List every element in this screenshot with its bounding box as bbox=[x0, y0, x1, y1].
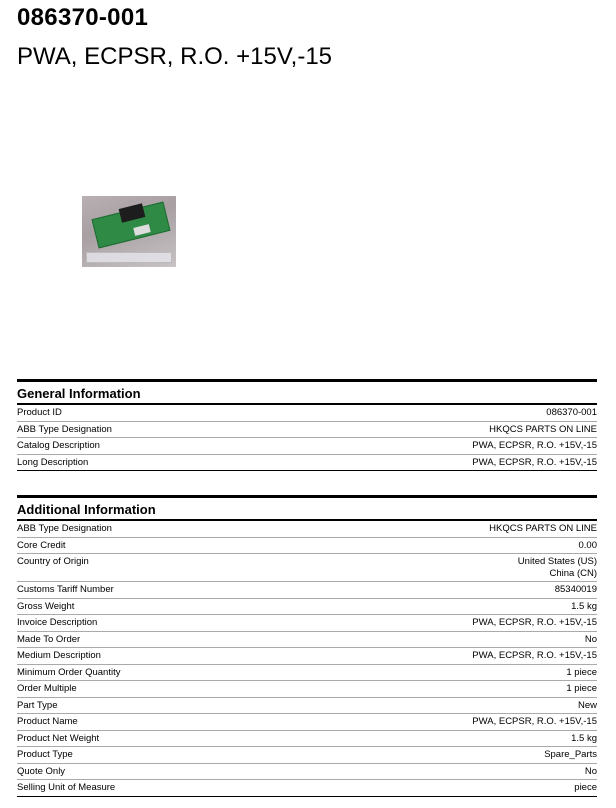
row-value bbox=[472, 440, 597, 452]
row-label: Minimum Order Quantity bbox=[17, 666, 121, 678]
row-label: ABB Type Designation bbox=[17, 423, 112, 435]
row-label: ABB Type Designation bbox=[17, 523, 112, 534]
general-information-section bbox=[17, 379, 597, 471]
table-row bbox=[17, 714, 597, 731]
table-row bbox=[17, 455, 597, 472]
table-row bbox=[17, 648, 597, 665]
value-line: PWA, ECPSR, R.O. +15V,-15 bbox=[472, 650, 597, 661]
value-line: 1 piece bbox=[566, 666, 597, 678]
row-label: Core Credit bbox=[17, 539, 66, 551]
product-image bbox=[82, 196, 176, 267]
row-value bbox=[472, 617, 597, 629]
ruler-shape bbox=[86, 252, 172, 263]
row-label: Gross Weight bbox=[17, 600, 75, 612]
table-row bbox=[17, 599, 597, 616]
value-line: HKQCS PARTS ON LINE bbox=[489, 423, 597, 435]
section-heading: General Information bbox=[17, 382, 597, 405]
row-label: Invoice Description bbox=[17, 617, 98, 628]
row-value bbox=[518, 556, 597, 579]
row-value bbox=[555, 584, 597, 596]
value-line: piece bbox=[574, 782, 597, 793]
row-value bbox=[578, 700, 597, 712]
row-label: Long Description bbox=[17, 456, 89, 468]
value-line: China (CN) bbox=[549, 567, 597, 579]
table-row bbox=[17, 747, 597, 764]
value-line: No bbox=[584, 633, 597, 645]
table-row bbox=[17, 681, 597, 698]
row-label: Catalog Description bbox=[17, 440, 100, 451]
table-row bbox=[17, 582, 597, 599]
row-value bbox=[472, 457, 597, 469]
row-value bbox=[544, 749, 597, 761]
table-row bbox=[17, 615, 597, 632]
table-row bbox=[17, 554, 597, 582]
value-line: New bbox=[577, 699, 597, 711]
row-value bbox=[571, 601, 597, 613]
row-value bbox=[472, 650, 597, 662]
product-title: PWA, ECPSR, R.O. +15V,-15 bbox=[17, 43, 333, 70]
row-label: Country of Origin bbox=[17, 556, 89, 567]
value-line: 086370-001 bbox=[546, 407, 597, 418]
section-heading: Additional Information bbox=[17, 498, 597, 521]
table-row bbox=[17, 632, 597, 649]
value-line: PWA, ECPSR, R.O. +15V,-15 bbox=[472, 440, 597, 451]
row-value bbox=[579, 540, 598, 552]
value-line: 0.00 bbox=[578, 539, 597, 551]
additional-information-section bbox=[17, 495, 597, 797]
row-value bbox=[571, 733, 597, 745]
table-row bbox=[17, 521, 597, 538]
row-value bbox=[472, 716, 597, 728]
row-value bbox=[585, 634, 597, 646]
row-label: Product Net Weight bbox=[17, 732, 100, 744]
row-value bbox=[574, 782, 597, 794]
value-line: PWA, ECPSR, R.O. +15V,-15 bbox=[472, 617, 597, 628]
row-value bbox=[489, 523, 597, 535]
row-value bbox=[566, 667, 597, 679]
row-label: Quote Only bbox=[17, 765, 66, 777]
row-label: Order Multiple bbox=[17, 683, 77, 694]
table-row bbox=[17, 698, 597, 715]
table-row bbox=[17, 405, 597, 422]
row-label: Product Type bbox=[17, 749, 73, 760]
row-label: Made To Order bbox=[17, 633, 81, 645]
table-row bbox=[17, 780, 597, 797]
table-row bbox=[17, 764, 597, 781]
table-row bbox=[17, 422, 597, 439]
row-value bbox=[489, 424, 597, 436]
value-line: 1 piece bbox=[566, 683, 597, 694]
row-label: Part Type bbox=[17, 699, 58, 711]
table-row bbox=[17, 538, 597, 555]
row-label: Product Name bbox=[17, 716, 78, 727]
row-value bbox=[546, 407, 597, 419]
value-line: No bbox=[584, 765, 597, 777]
value-line: United States (US) bbox=[517, 556, 597, 567]
value-line: 85340019 bbox=[554, 584, 597, 595]
value-line: Spare_Parts bbox=[544, 749, 597, 760]
value-line: 1.5 kg bbox=[571, 600, 597, 612]
row-label: Customs Tariff Number bbox=[17, 584, 114, 595]
row-value bbox=[566, 683, 597, 695]
row-value bbox=[585, 766, 597, 778]
value-line: PWA, ECPSR, R.O. +15V,-15 bbox=[472, 456, 597, 468]
value-line: HKQCS PARTS ON LINE bbox=[489, 523, 597, 534]
row-label: Selling Unit of Measure bbox=[17, 782, 116, 793]
value-line: 1.5 kg bbox=[571, 732, 597, 744]
table-row bbox=[17, 731, 597, 748]
row-label: Product ID bbox=[17, 407, 62, 418]
table-row bbox=[17, 665, 597, 682]
table-row bbox=[17, 438, 597, 455]
value-line: PWA, ECPSR, R.O. +15V,-15 bbox=[472, 716, 597, 727]
product-number: 086370-001 bbox=[17, 4, 149, 31]
row-label: Medium Description bbox=[17, 650, 101, 661]
